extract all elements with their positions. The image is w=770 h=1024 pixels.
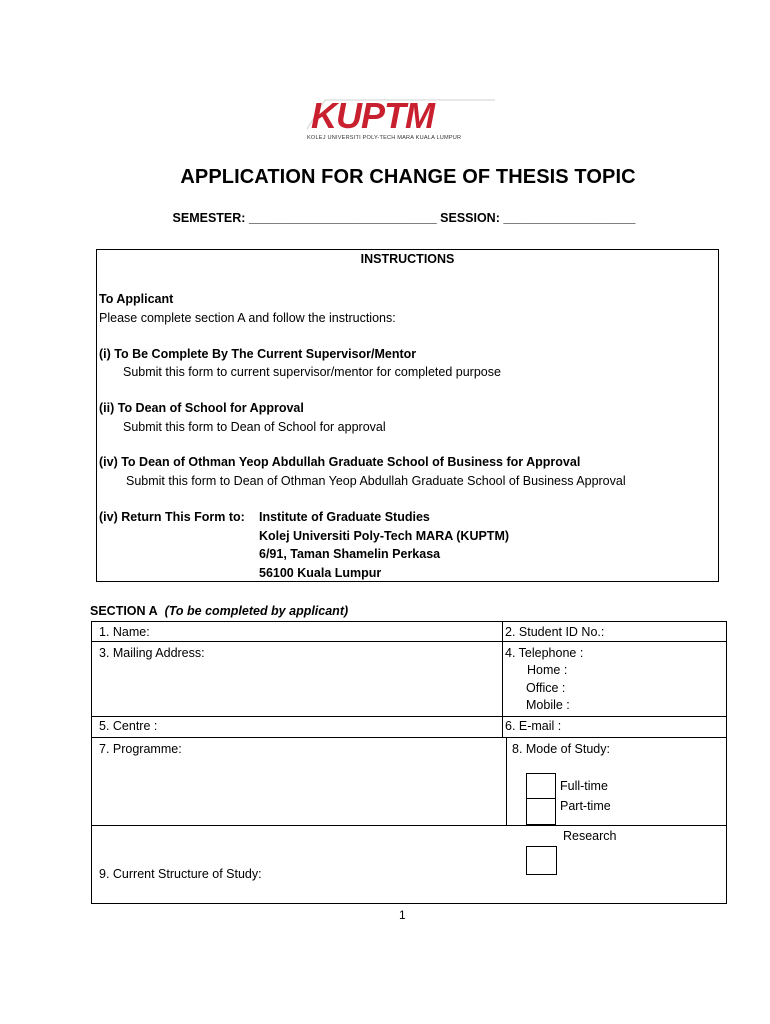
- session-label: SESSION:: [440, 211, 500, 225]
- kuptm-logo-graphic: [305, 96, 505, 142]
- step-1-text: Submit this form to current supervisor/mentor for completed purpose: [123, 365, 501, 379]
- logo-wordmark: KUPTM: [311, 96, 434, 136]
- semester-session-row: [0, 211, 770, 225]
- page-number: 1: [399, 908, 406, 922]
- to-applicant-heading: To Applicant: [99, 292, 174, 306]
- return-label: (iv) Return This Form to:: [99, 510, 245, 524]
- column-divider: [502, 622, 503, 738]
- programme-field[interactable]: 7. Programme:: [99, 742, 182, 756]
- address-line-4: 56100 Kuala Lumpur: [259, 566, 382, 580]
- kuptm-logo: [305, 96, 505, 142]
- address-line-1: Institute of Graduate Studies: [259, 510, 430, 524]
- mode-of-study-label: 8. Mode of Study:: [512, 742, 610, 756]
- name-field[interactable]: 1. Name:: [99, 625, 150, 639]
- centre-field[interactable]: 5. Centre :: [99, 719, 158, 733]
- row-divider: [92, 825, 726, 826]
- address-line-3: 6/91, Taman Shamelin Perkasa: [259, 547, 441, 561]
- applicant-text: Please complete section A and follow the instructions:: [99, 311, 396, 325]
- telephone-label: 4. Telephone :: [505, 646, 584, 660]
- email-field[interactable]: 6. E-mail :: [505, 719, 562, 733]
- section-a-subheading: (To be completed by applicant): [164, 604, 349, 618]
- step-1-title: (i) To Be Complete By The Current Supervisor/Mentor: [99, 347, 417, 361]
- part-time-label: Part-time: [560, 799, 611, 813]
- column-divider: [506, 738, 507, 825]
- address-line-2: Kolej Universiti Poly-Tech MARA (KUPTM): [259, 529, 510, 543]
- research-label: Research: [563, 829, 617, 843]
- step-2-title: (ii) To Dean of School for Approval: [99, 401, 304, 415]
- current-structure-field[interactable]: 9. Current Structure of Study:: [99, 867, 262, 881]
- instructions-heading: INSTRUCTIONS: [360, 252, 455, 266]
- step-3-title: (iv) To Dean of Othman Yeop Abdullah Graduate School of Business for Approval: [99, 455, 581, 469]
- step-2-text: Submit this form to Dean of School for approval: [123, 420, 386, 434]
- semester-label: SEMESTER:: [172, 211, 246, 225]
- student-id-field[interactable]: 2. Student ID No.:: [505, 625, 605, 639]
- mobile-phone-field[interactable]: Mobile :: [526, 698, 570, 712]
- mailing-address-field[interactable]: 3. Mailing Address:: [99, 646, 205, 660]
- row-divider: [92, 737, 726, 738]
- section-a-label: SECTION A: [90, 604, 158, 618]
- logo-tagline: KOLEJ UNIVERSITI POLY-TECH MARA KUALA LUMPUR: [307, 135, 462, 141]
- part-time-checkbox[interactable]: [526, 798, 556, 825]
- home-phone-field[interactable]: Home :: [527, 663, 568, 677]
- row-divider: [92, 641, 726, 642]
- row-divider: [92, 716, 726, 717]
- page-title: APPLICATION FOR CHANGE OF THESIS TOPIC: [180, 166, 636, 188]
- full-time-label: Full-time: [560, 779, 608, 793]
- step-3-text: Submit this form to Dean of Othman Yeop Abdullah Graduate School of Business Approval: [126, 474, 626, 488]
- session-blank: ___________________: [503, 211, 636, 225]
- section-a-form: [91, 621, 727, 904]
- section-a-heading: [90, 604, 348, 618]
- research-checkbox[interactable]: [526, 846, 557, 875]
- office-phone-field[interactable]: Office :: [526, 681, 566, 695]
- full-time-checkbox[interactable]: [526, 773, 556, 799]
- semester-blank: ___________________________: [248, 211, 437, 225]
